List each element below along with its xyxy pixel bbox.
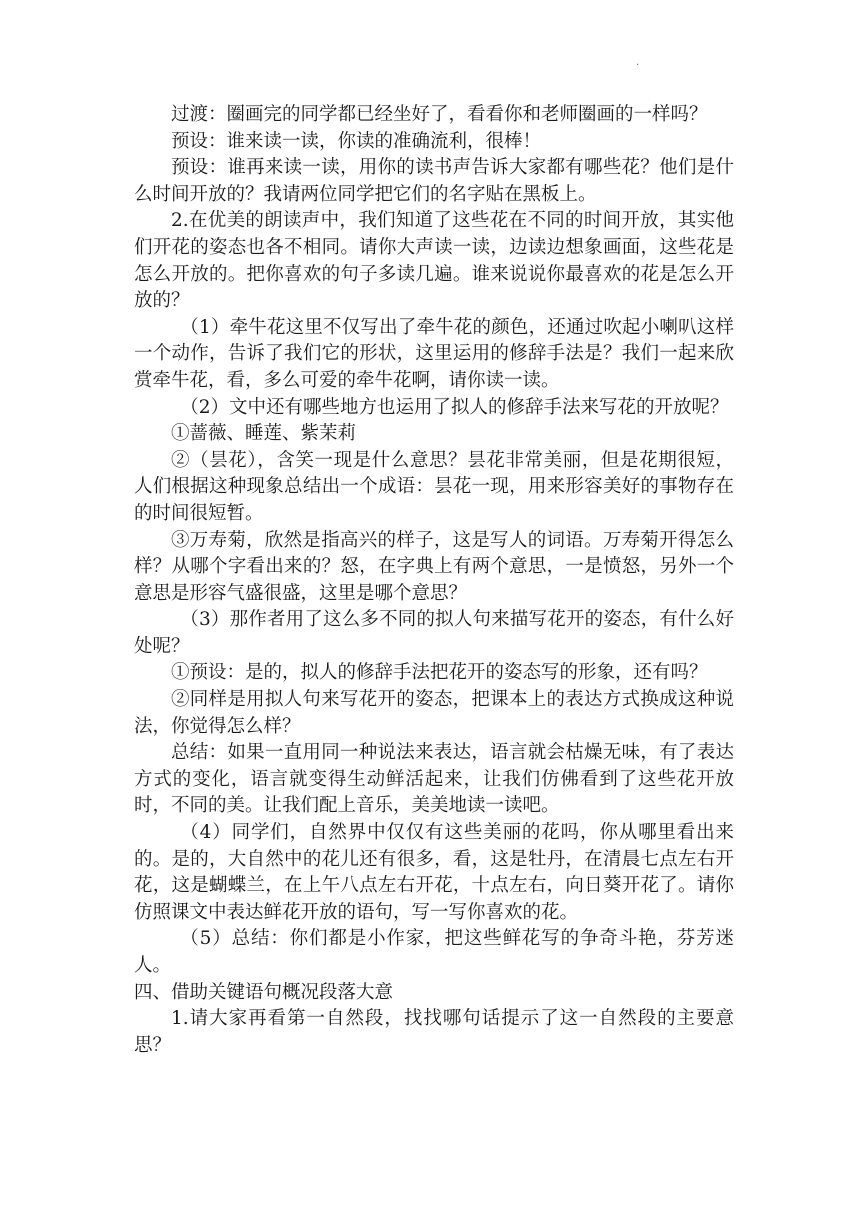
paragraph-preset-1: 预设：谁来读一读，你读的准确流利，很棒！	[171, 130, 542, 152]
paragraph-preset-2: 预设：谁再来读一读，用你的读书声告诉大家都有哪些花？他们是什么时间开放的？我请两位同学把它们的名字贴在黑板上。	[134, 157, 734, 205]
paragraph-item-1: （1）牵牛花这里不仅写出了牵牛花的颜色，还通过吹起小喇叭这样一个动作，告诉了我们它的形状，这里运用的修辞手法是？我们一起来欣赏牵牛花，看，多么可爱的牵牛花啊，请你读一读。	[134, 316, 734, 391]
paragraph-summary: 总结：如果一直用同一种说法来表达，语言就会枯燥无味，有了表达方式的变化，语言就变得生动鲜活起来，让我们仿佛看到了这些花开放时，不同的美。让我们配上音乐，美美地读一读吧。	[134, 742, 734, 817]
header-mark: .	[636, 57, 640, 68]
paragraph-step-2: 2.在优美的朗读声中，我们知道了这些花在不同的时间开放，其实他们开花的姿态也各不相同。请你大声读一读，边读边想象画面，这些花是怎么开放的。把你喜欢的句子多读几遍。谁来说说你最喜欢的花是怎么开放的？	[134, 210, 734, 312]
document-body	[134, 102, 734, 1059]
paragraph-item-3: （3）那作者用了这么多不同的拟人句来描写花开的姿态，有什么好处呢？	[134, 609, 734, 657]
paragraph-section-4-step-1: 1.请大家再看第一自然段，找找哪句话提示了这一自然段的主要意思？	[134, 1008, 734, 1056]
paragraph-item-2: （2）文中还有哪些地方也运用了拟人的修辞手法来写花的开放呢？	[180, 396, 729, 418]
paragraph-sub-2: ②（昙花），含笑一现是什么意思？昙花非常美丽，但是花期很短，人们根据这种现象总结出一个成语：昙花一现，用来形容美好的事物存在的时间很短暂。	[134, 449, 734, 524]
paragraph-sub-1: ①蔷薇、睡莲、紫茉莉	[171, 423, 357, 445]
paragraph-item-3-sub-2: ②同样是用拟人句来写花开的姿态，把课本上的表达方式换成这种说法，你觉得怎么样？	[134, 689, 734, 737]
paragraph-sub-3: ③万寿菊，欣然是指高兴的样子，这是写人的词语。万寿菊开得怎么样？从哪个字看出来的？怒，在字典上有两个意思，一是愤怒，另外一个意思是形容气盛很盛，这里是哪个意思？	[134, 529, 734, 604]
paragraph-item-3-sub-1: ①预设：是的，拟人的修辞手法把花开的姿态写的形象，还有吗？	[171, 662, 708, 684]
paragraph-item-5: （5）总结：你们都是小作家，把这些鲜花写的争奇斗艳，芬芳迷人。	[134, 928, 734, 976]
paragraph-item-4: （4）同学们，自然界中仅仅有这些美丽的花吗，你从哪里看出来的。是的，大自然中的花儿还有很多，看，这是牡丹，在清晨七点左右开花，这是蝴蝶兰，在上午八点左右开花，十点左右，向日葵开花了。请你仿照课文中表达鲜花开放的语句，写一写你喜欢的花。	[134, 822, 734, 923]
paragraph-transition: 过渡：圈画完的同学都已经坐好了，看看你和老师圈画的一样吗？	[171, 104, 708, 125]
section-heading-4: 四、借助关键语句概况段落大意	[134, 981, 394, 1003]
